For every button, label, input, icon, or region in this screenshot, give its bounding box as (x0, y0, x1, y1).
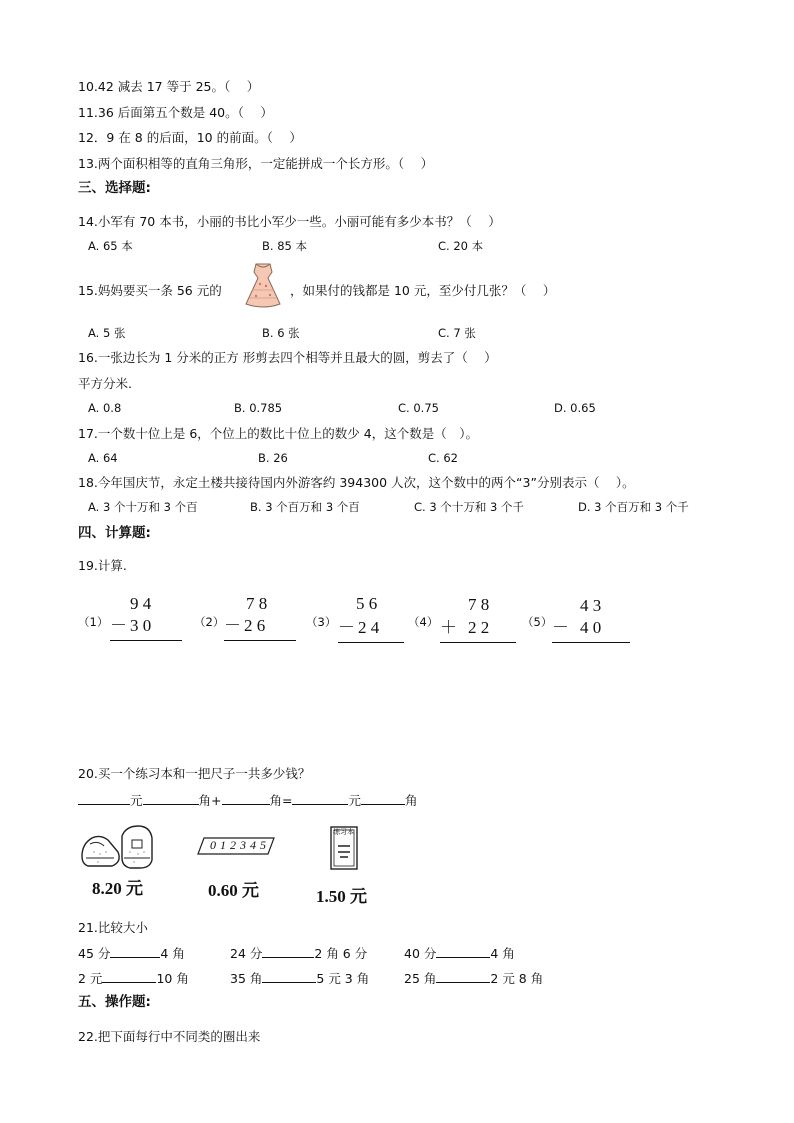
price-ruler: 0.60 元 (208, 881, 259, 900)
answer-blank[interactable] (222, 792, 270, 805)
q16-option-d: D. 0.65 (554, 401, 596, 415)
calc-label: （4） (408, 615, 439, 629)
compare-row-2b (230, 970, 369, 987)
answer-blank[interactable] (78, 792, 130, 805)
q17-option-a: A. 64 (88, 451, 118, 465)
answer-blank[interactable] (262, 945, 314, 958)
calc-top-number: 5 6 (356, 594, 378, 613)
compare-row-1c (404, 945, 515, 962)
compare-left: 2 元 (78, 971, 103, 986)
compare-left: 25 角 (404, 971, 437, 986)
calc-operator: － (552, 618, 569, 637)
calc-bottom-number: 3 0 (130, 616, 152, 635)
question-19: 19.计算. (78, 558, 127, 573)
question-16: 16.一张边长为 1 分米的正方 形剪去四个相等并且最大的圆，剪去了（ ） (78, 350, 497, 365)
answer-blank[interactable] (361, 792, 405, 805)
shoes-icon (78, 822, 156, 872)
calc-underline (552, 642, 630, 643)
q18-option-b: B. 3 个百万和 3 个百 (250, 500, 360, 514)
question-12: 12．9 在 8 的后面，10 的前面。（ ） (78, 130, 302, 145)
q14-option-a: A. 65 本 (88, 239, 133, 253)
calc-operator: － (338, 618, 355, 637)
q14-option-c: C. 20 本 (438, 239, 484, 253)
q17-option-b: B. 26 (258, 451, 288, 465)
question-14: 14.小军有 70 本书，小丽的书比小军少一些。小丽可能有多少本书？（ ） (78, 214, 501, 229)
compare-row-2c (404, 970, 543, 987)
unit-label: 角 (405, 793, 418, 808)
ruler-digits: 0 1 2 3 4 5 (210, 838, 267, 852)
calc-label: （1） (78, 615, 109, 629)
section-title-calculation: 四、计算题: (78, 525, 151, 541)
answer-blank[interactable] (102, 970, 156, 983)
calc-bottom-number: 2 2 (468, 618, 490, 637)
q16-option-b: B. 0.785 (234, 401, 283, 415)
q15-option-b: B. 6 张 (262, 326, 300, 340)
notebook-icon (330, 826, 358, 870)
question-22: 22.把下面每行中不同类的圈出来 (78, 1029, 261, 1044)
question-20: 20.买一个练习本和一把尺子一共多少钱？ (78, 766, 311, 781)
calc-underline (338, 642, 404, 643)
question-10: 10.42 减去 17 等于 25。（ ） (78, 79, 260, 94)
compare-right: 2 元 8 角 (490, 971, 544, 986)
q15-option-a: A. 5 张 (88, 326, 126, 340)
q18-option-a: A. 3 个十万和 3 个百 (88, 500, 198, 514)
price-shoes: 8.20 元 (92, 879, 143, 898)
calc-operator: ＋ (440, 618, 457, 637)
q20-fill-line (78, 792, 418, 809)
answer-blank[interactable] (436, 945, 490, 958)
q14-option-b: B. 85 本 (262, 239, 307, 253)
compare-left: 24 分 (230, 946, 263, 961)
unit-label: 角= (269, 793, 293, 808)
notebook-label: 练习本 (333, 828, 354, 836)
unit-label: 元 (130, 793, 143, 808)
calc-top-number: 9 4 (130, 594, 152, 613)
question-11: 11.36 后面第五个数是 40。（ ） (78, 105, 273, 120)
calc-label: （5） (522, 615, 553, 629)
answer-blank[interactable] (110, 945, 160, 958)
compare-left: 45 分 (78, 946, 111, 961)
dress-icon (236, 260, 290, 312)
calc-operator: － (224, 616, 241, 635)
compare-right: 4 角 (160, 946, 185, 961)
calc-underline (440, 642, 516, 643)
section-title-operation: 五、操作题: (78, 994, 151, 1010)
question-21: 21.比较大小 (78, 920, 148, 935)
compare-right: 10 角 (156, 971, 189, 986)
price-notebook: 1.50 元 (316, 887, 367, 906)
section-title-choice: 三、选择题: (78, 180, 151, 196)
calc-bottom-number: 2 4 (358, 618, 380, 637)
question-13: 13.两个面积相等的直角三角形，一定能拼成一个长方形。（ ） (78, 156, 434, 171)
compare-left: 40 分 (404, 946, 437, 961)
q18-option-c: C. 3 个十万和 3 个千 (414, 500, 524, 514)
calc-label: （3） (306, 615, 337, 629)
q18-option-d: D. 3 个百万和 3 个千 (578, 500, 689, 514)
answer-blank[interactable] (262, 970, 316, 983)
calc-label: （2） (194, 615, 225, 629)
answer-blank[interactable] (436, 970, 490, 983)
calc-underline (224, 640, 296, 641)
question-15-part1: 15.妈妈要买一条 56 元的 (78, 283, 222, 298)
answer-blank[interactable] (143, 792, 199, 805)
calc-top-number: 4 3 (580, 596, 602, 615)
calc-top-number: 7 8 (246, 594, 268, 613)
compare-left: 35 角 (230, 971, 263, 986)
question-17: 17.一个数十位上是 6，个位上的数比十位上的数少 4，这个数是（ ）。 (78, 426, 478, 441)
question-15-part2: ，如果付的钱都是 10 元，至少付几张？（ ） (290, 283, 556, 298)
calc-operator: － (110, 616, 127, 635)
unit-label: 元 (348, 793, 361, 808)
calc-bottom-number: 2 6 (244, 616, 266, 635)
q16-option-c: C. 0.75 (398, 401, 439, 415)
calc-underline (110, 640, 182, 641)
question-16-cont: 平方分米. (78, 376, 132, 391)
calc-top-number: 7 8 (468, 595, 490, 614)
unit-label: 角+ (198, 793, 222, 808)
compare-row-1 (78, 945, 185, 962)
question-18: 18.今年国庆节，永定土楼共接待国内外游客约 394300 人次，这个数中的两个“3”分别表示（ ）。 (78, 475, 635, 490)
compare-row-2 (78, 970, 189, 987)
compare-right: 2 角 6 分 (314, 946, 368, 961)
compare-right: 5 元 3 角 (316, 971, 370, 986)
q15-option-c: C. 7 张 (438, 326, 476, 340)
ruler-icon (196, 836, 276, 856)
calc-bottom-number: 4 0 (580, 618, 602, 637)
q16-option-a: A. 0.8 (88, 401, 122, 415)
q17-option-c: C. 62 (428, 451, 458, 465)
compare-right: 4 角 (490, 946, 515, 961)
answer-blank[interactable] (292, 792, 348, 805)
compare-row-1b (230, 945, 367, 962)
